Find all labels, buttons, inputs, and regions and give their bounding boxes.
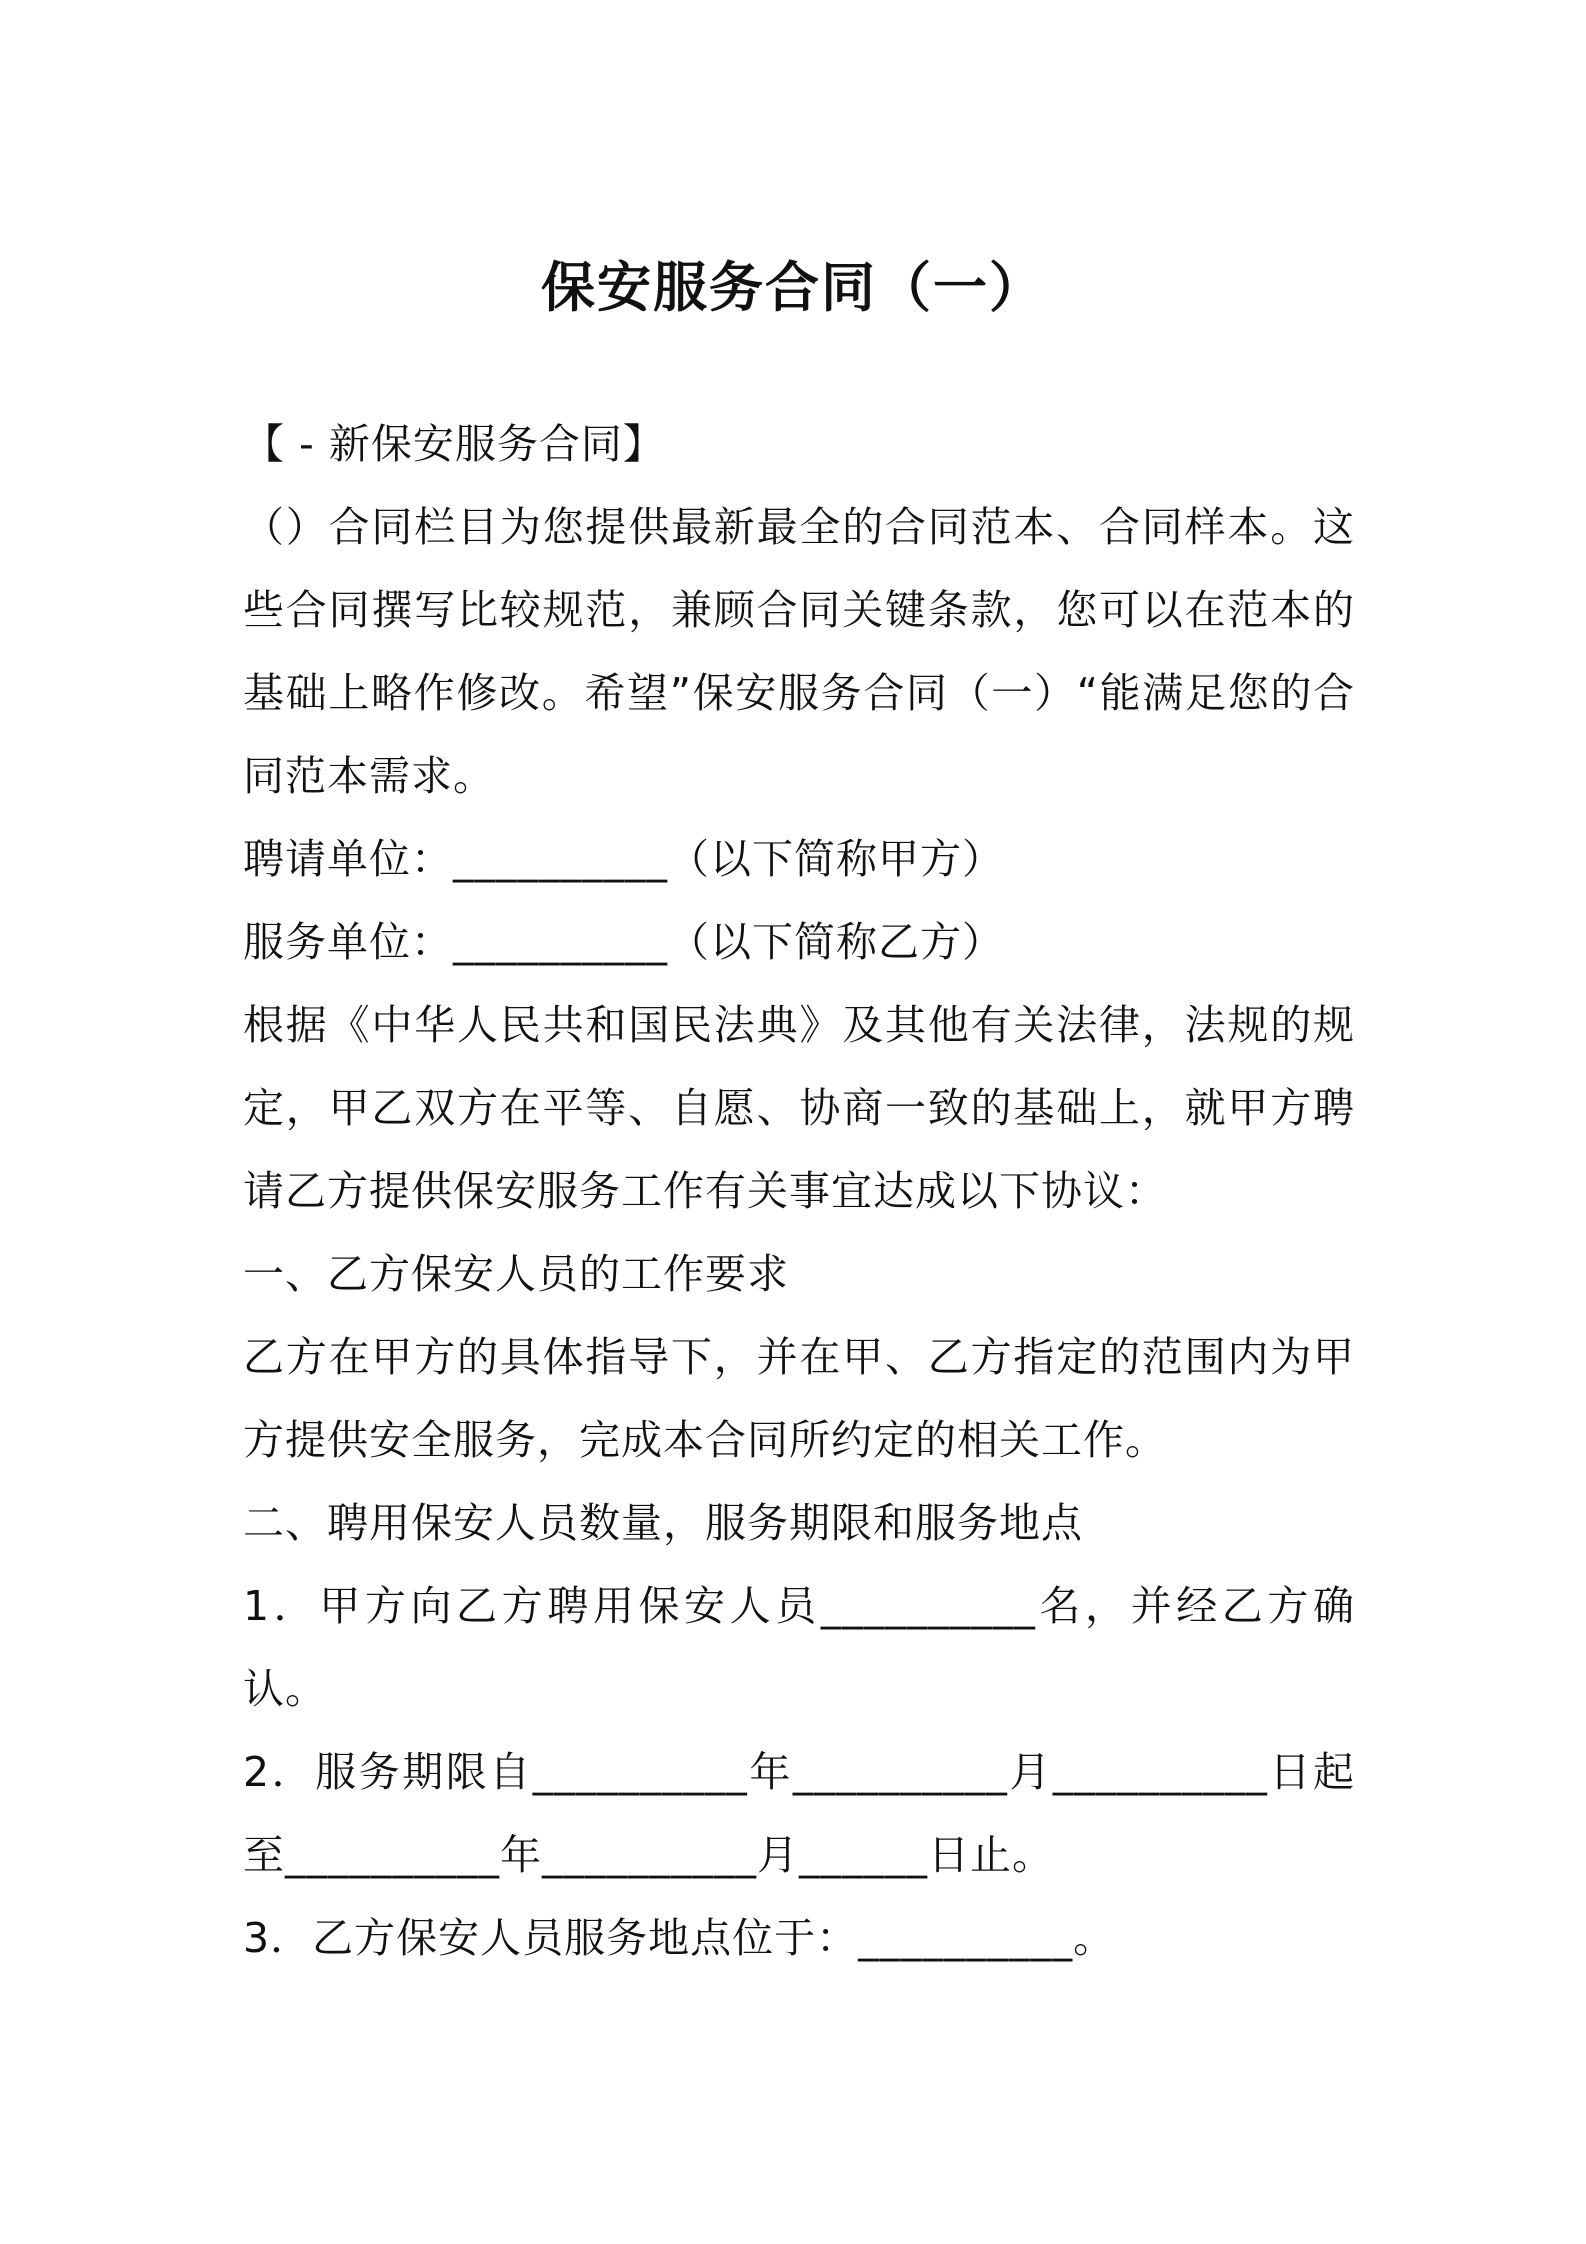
party-a-line: 聘请单位：__________（以下简称甲方） (243, 835, 1004, 883)
party-b-line: 服务单位：__________（以下简称乙方） (243, 918, 1004, 966)
intro-paragraph: （）合同栏目为您提供最新最全的合同范本、合同样本。这些合同撰写比较规范，兼顾合同关键条款，您可以在范本的基础上略作修改。希望”保安服务合同（一）“能满足您的合同范本需求。 (243, 503, 1355, 800)
document-title: 保安服务合同（一） (541, 256, 1045, 319)
clause-item-2: 2．服务期限自__________年__________月__________日起至__________年__________月______日止。 (243, 1748, 1355, 1879)
document-body (243, 403, 1355, 1980)
clause-item-1: 1．甲方向乙方聘用保安人员__________名，并经乙方确认。 (243, 1582, 1355, 1713)
preamble-paragraph: 根据《中华人民共和国民法典》及其他有关法律，法规的规定，甲乙双方在平等、自愿、协商一致的基础上，就甲方聘请乙方提供保安服务工作有关事宜达成以下协议： (243, 1001, 1355, 1215)
section-1-heading: 一、乙方保安人员的工作要求 (243, 1250, 789, 1298)
clause-item-3: 3．乙方保安人员服务地点位于：__________。 (243, 1914, 1116, 1962)
section-1-body: 乙方在甲方的具体指导下，并在甲、乙方指定的范围内为甲方提供安全服务，完成本合同所约定的相关工作。 (243, 1333, 1355, 1464)
section-2-heading: 二、聘用保安人员数量，服务期限和服务地点 (243, 1499, 1083, 1547)
document-subtitle: 【 - 新保安服务合同】 (243, 420, 665, 468)
